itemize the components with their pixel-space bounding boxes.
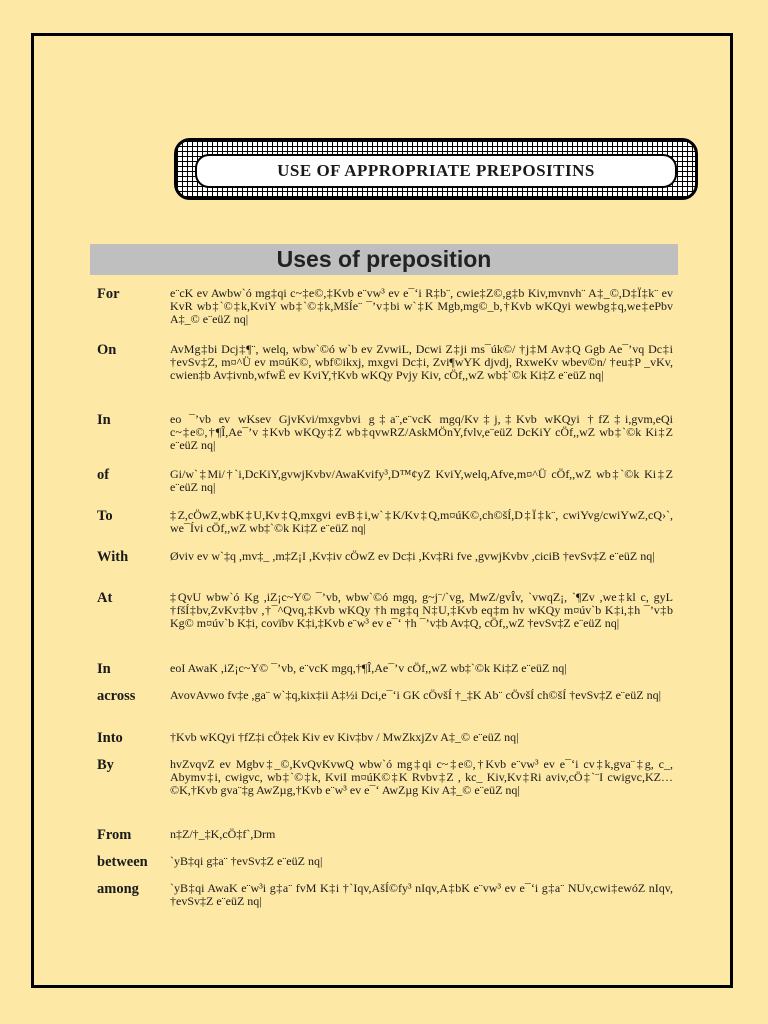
preposition-term: For: [97, 286, 120, 302]
preposition-definition: n‡Z/†_‡K,cÖ‡f`,Drm: [170, 827, 276, 841]
preposition-row: [97, 882, 673, 908]
preposition-row: [97, 550, 673, 564]
preposition-term: among: [97, 881, 139, 897]
preposition-definition: ‡Z,cÖwZ,wbK‡U,Kv‡Q,mxgvi evB‡i,w`‡K/Kv‡Q,m¤úK©,ch©šÍ,D‡Ï‡k¨, cwiYvg/cwiYwZ,cQ›`, we¯Ívi cÖf,,wZ wb‡`©k Ki‡Z e¨eüZ nq|: [170, 508, 673, 536]
preposition-row: [97, 591, 673, 631]
preposition-term: At: [97, 590, 113, 606]
preposition-row: [97, 413, 673, 453]
preposition-term: across: [97, 688, 136, 704]
preposition-term: From: [97, 827, 132, 843]
preposition-row: [97, 343, 673, 383]
preposition-term: On: [97, 342, 117, 358]
preposition-definition: e¨cK ev Awbw`ó mg‡qi c~‡e©,‡Kvb e¨vw³ ev e¯‘i R‡b¨, cwie‡Z©,g‡b Kiv,mvnvh¨ A‡_©,D‡Ï‡k¨ ev KvR wb‡`©‡k,KviY wb‡`©‡k,MšÍe¨ ¯’v‡bi w`‡K Mgb,mg©_b,†Kvb wKQyi wewbg‡q,we‡ePbv A‡_© e¨eüZ nq|: [170, 286, 673, 327]
preposition-row: [97, 509, 673, 535]
preposition-definition: eo ¯’vb ev wKsev GjvKvi/mxgvbvi g‡a¨,e¨vcK mgq/Kv‡j,‡Kvb wKQyi †fZ‡i,gvm,eQi c~‡e©,†¶Î,Ae¯’v ‡Kvb wKQy‡Z wb‡qvwRZ/AskMÖnY,fvlv,e¨eüZ DcKiY cÖf,,wZ wb‡`©k Ki‡Z e¨eüZ nq|: [170, 412, 673, 453]
preposition-definition: AvMg‡bi Dcj‡¶¨, welq, wbw`©ó w`b ev ZvwiL, Dcwi Z‡ji ms¯úk©/ †j‡M Av‡Q Ggb Ae¯’vq Dc‡i †evSv‡Z, m¤^Ü ev m¤úK©, wbf©ikxj, mxgvi Dc‡i, Zvi¶wYK djvdj, RxweKv wbev©n/ †eu‡P _vKv, cwien‡b Av‡ivnb,wfwË ev KviY,†Kvb wKQy Pvjy Kiv, cÖf,,wZ wb‡`©k Ki‡Z e¨eüZ nq|: [170, 342, 673, 383]
preposition-row: [97, 689, 673, 703]
preposition-term: Into: [97, 730, 123, 746]
preposition-definition: Gi/w`‡Mi/†`i,DcKiY,gvwjKvbv/AwaKvify³,D™¢yZ KviY,welq,Afve,m¤^Ü cÖf,,wZ wb‡`©k Ki‡Z e¨eüZ nq|: [170, 467, 673, 495]
preposition-term: between: [97, 854, 148, 870]
preposition-term: With: [97, 549, 129, 565]
preposition-row: [97, 731, 673, 745]
preposition-row: [97, 855, 673, 869]
preposition-term: In: [97, 661, 111, 677]
preposition-term: To: [97, 508, 113, 524]
preposition-definition: ‡QvU wbw`ó Kg ,iZ¡c~Y© ¯’vb, wbw`©ó mgq, g~j¨/`vg, MwZ/gvÎv, `vwqZ¡, `¶Zv ,we‡kl c, gyL †fšÍ‡bv,ZvKv‡bv ,†¯^Qvq,‡Kvb wKQy †h mg‡q N‡U,‡Kvb eq‡m hv wKQy m¤úv`b K‡i,‡h ¯’v‡b Kg© m¤úv`b K‡i, covïbv K‡i,‡Kvb e¨w³ ev e¯‘ †h ¯’v‡b Av‡Q, cÖf,,wZ †evSv‡Z e¨eüZ nq|: [170, 590, 673, 631]
preposition-term: By: [97, 757, 114, 773]
preposition-row: [97, 662, 673, 676]
preposition-definition: AvovAvwo fv‡e ,ga¨ w`‡q,kix‡ii A‡½i Dci,e¯‘i GK cÖvšÍ †_‡K Ab¨ cÖvšÍ ch©šÍ †evSv‡Z e¨eüZ nq|: [170, 688, 661, 702]
preposition-definition: eoI AwaK ,iZ¡c~Y© ¯’vb, e¨vcK mgq,†¶Î,Ae¯’v cÖf,,wZ wb‡`©k Ki‡Z e¨eüZ nq|: [170, 661, 567, 675]
banner-title: USE OF APPROPRIATE PREPOSITINS: [195, 154, 677, 188]
preposition-row: [97, 758, 673, 798]
preposition-term: of: [97, 467, 110, 483]
preposition-definition: †Kvb wKQyi †fZ‡i cÖ‡ek Kiv ev Kiv‡bv / MwZkxjZv A‡_© e¨eüZ nq|: [170, 730, 519, 744]
preposition-row: [97, 468, 673, 494]
preposition-row: [97, 828, 673, 842]
title-banner: [174, 138, 698, 200]
preposition-definition: hvZvqvZ ev Mgbv‡_©,KvQvKvwQ wbw`ó mg‡qi c~‡e©,†Kvb e¨vw³ ev e¯‘i cv‡k,gva¨‡g, c_, Abymv‡i, cwigvc, wb‡`©‡k, KviI m¤úK©‡K Rvbv‡Z , kc_ Kiv,Kv‡Ri aviv,cÖ‡`¨I cwigvc,KZ…©K,†Kvb gva¨‡g AwZµg,†Kvb e¨w³ ev e¯‘ AwZµg Kiv A‡_© e¨eüZ nq|: [170, 757, 673, 798]
preposition-row: [97, 287, 673, 327]
preposition-definition: `yB‡qi AwaK e¨w³i g‡a¨ fvM K‡i †`Iqv,AšÍ©fy³ nIqv,A‡bK e¨vw³ ev e¯‘i g‡a¨ NUv,cwi‡ewóZ nIqv, †evSv‡Z e¨eüZ nq|: [170, 881, 673, 909]
preposition-term: In: [97, 412, 111, 428]
preposition-definition: `yB‡qi g‡a¨ †evSv‡Z e¨eüZ nq|: [170, 854, 323, 868]
preposition-definition: Øviv ev w`‡q ,mv‡_ ,m‡Z¡I ,Kv‡iv cÖwZ ev Dc‡i ,Kv‡Ri fve ,gvwjKvbv ,ciciB †evSv‡Z e¨eüZ nq|: [170, 549, 655, 563]
section-heading: Uses of preposition: [90, 244, 678, 275]
